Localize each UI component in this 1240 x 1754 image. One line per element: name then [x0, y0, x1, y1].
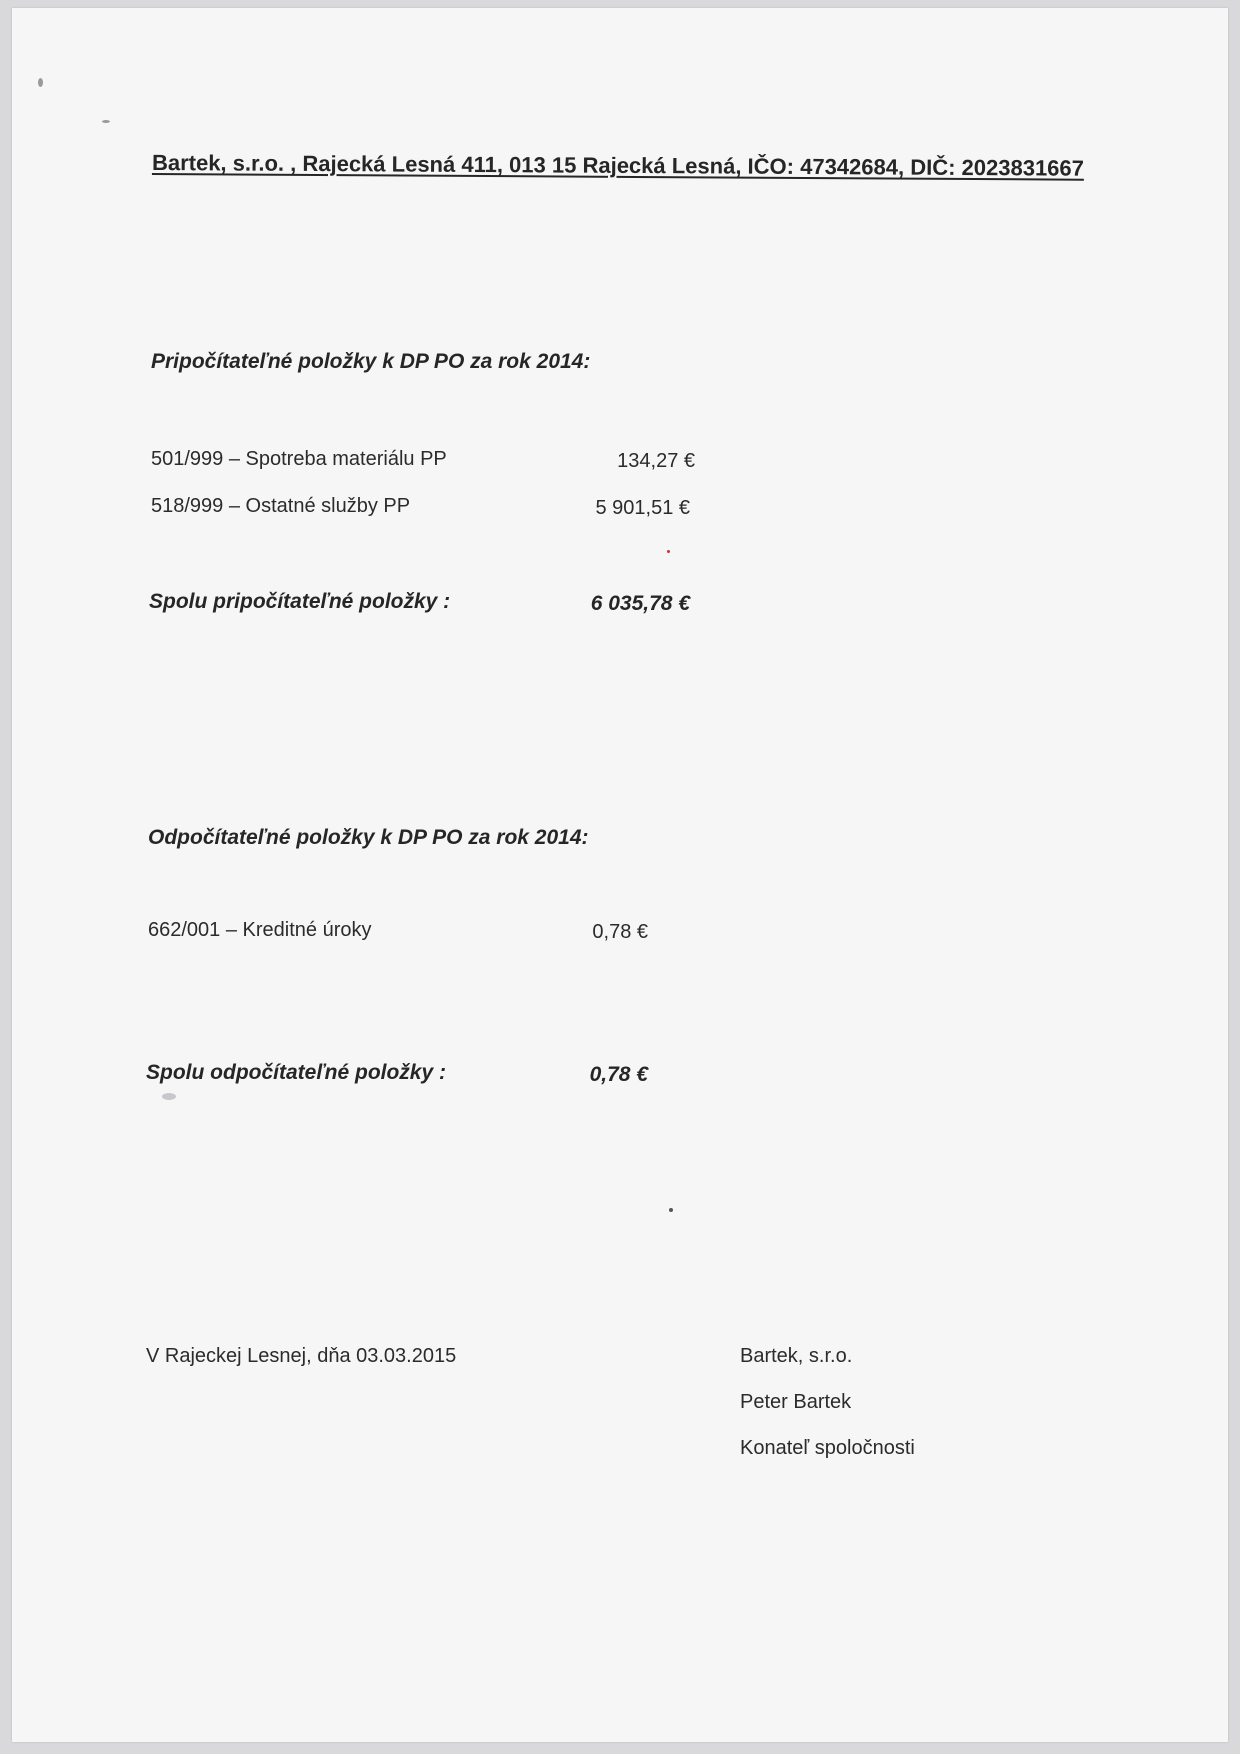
additions-item-label: 518/999 – Ostatné služby PP — [151, 495, 411, 517]
signature-role: Konateľ spoločnosti — [740, 1437, 915, 1459]
scan-speck — [102, 120, 110, 123]
scan-speck — [162, 1093, 176, 1100]
deductions-heading: Odpočítateľné položky k DP PO za rok 2014: — [148, 826, 589, 849]
additions-item-amount: 134,27 € — [617, 450, 695, 472]
deductions-item-amount: 0,78 € — [592, 921, 648, 943]
place-date: V Rajeckej Lesnej, dňa 03.03.2015 — [146, 1345, 457, 1367]
deductions-total-label: Spolu odpočítateľné položky : — [146, 1061, 446, 1084]
signature-company: Bartek, s.r.o. — [740, 1345, 853, 1367]
additions-total-amount: 6 035,78 € — [590, 592, 690, 615]
additions-item-label: 501/999 – Spotreba materiálu PP — [151, 448, 447, 470]
deductions-item-label: 662/001 – Kreditné úroky — [148, 919, 372, 941]
additions-item-amount: 5 901,51 € — [595, 497, 690, 519]
scan-speck — [669, 1208, 673, 1212]
scan-speck — [38, 78, 43, 87]
company-header: Bartek, s.r.o. , Rajecká Lesná 411, 013 15 Rajecká Lesná, IČO: 47342684, DIČ: 2023831667 — [151, 150, 1085, 181]
scan-speck — [667, 550, 670, 553]
document-page — [12, 8, 1228, 1742]
deductions-total-amount: 0,78 € — [589, 1063, 648, 1086]
additions-heading: Pripočítateľné položky k DP PO za rok 2014: — [151, 350, 591, 373]
signature-person: Peter Bartek — [740, 1391, 852, 1413]
additions-total-label: Spolu pripočítateľné položky : — [149, 590, 451, 613]
